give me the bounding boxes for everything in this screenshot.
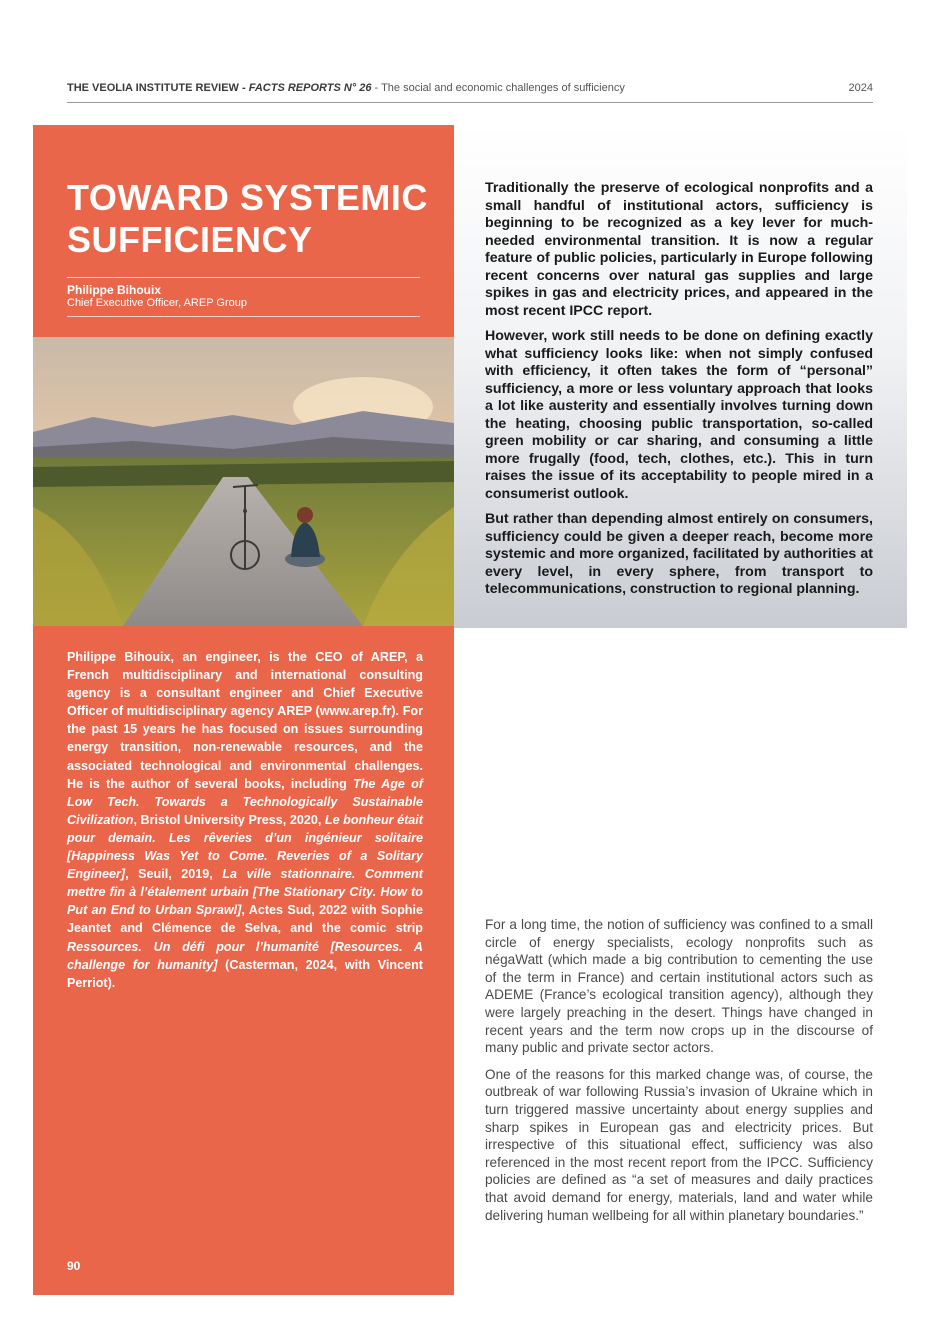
series-name: FACTS REPORTS N° 26 [248,82,372,94]
running-header [67,80,873,103]
bio-text: , Seuil, 2019, [125,867,223,882]
photo-countryside-road [33,337,454,626]
bio-book-title: La ville stationnaire. Comment mettre fin à l’étalement urbain [The Stationary City. How to Put an End to Urban Sprawl] [67,867,424,918]
page-number: 90 [67,1259,81,1273]
author-bio-block [33,626,454,1295]
author-divider-bottom [67,316,420,317]
author-role: Chief Executive Officer, AREP Group [67,297,247,309]
header-publication [67,82,625,94]
bio-text: Philippe Bihouix, an engineer, is the CEO of AREP, a French multidisciplinary and international consulting agency is a consultant engineer and Chief Executive Officer of multidisciplinary agency AREP (www.arep.fr). For the past 15 years he has focused on issues surrounding energy transition, non-renewable resources, and the associated technological and environmental challenges. He is the author of several books, including [67,650,423,791]
intro-paragraph: But rather than depending almost entirely on consumers, sufficiency could be given a deeper reach, become more systemic and more organized, facilitated by authorities at every level, in every sphere, from transport to telecommunications, construction to regional planning. [485,511,873,597]
intro-panel [454,125,907,628]
header-year: 2024 [848,82,873,94]
header-subtitle: - The social and economic challenges of sufficiency [371,82,625,94]
author-name: Philippe Bihouix [67,283,162,297]
publication-name: THE VEOLIA INSTITUTE REVIEW - [67,82,249,94]
bio-text: , Actes Sud, 2022 with Sophie Jeantet and Clémence de Selva, and the comic strip [67,903,423,936]
title-block [33,125,454,337]
bio-book-title: The Age of Low Tech. Towards a Technologically Sustainable Civilization [67,776,423,827]
author-divider-top [67,277,420,278]
article-title: TOWARD SYSTEMIC SUFFICIENCY [67,177,428,260]
bio-book-title: Ressources. Un défi pour l’humanité [Resources. A challenge for humanity] [67,939,423,972]
intro-paragraph: Traditionally the preserve of ecological nonprofits and a small handful of institutional actors, sufficiency is beginning to be recognized as a key lever for much-needed environmental transition. It is now a regular feature of public policies, particularly in Europe following recent concerns over natural gas supplies and large spikes in gas and electricity prices, and appeared in the most recent IPCC report. [485,180,873,319]
body-paragraph: One of the reasons for this marked change was, of course, the outbreak of war following Russia’s invasion of Ukraine which in turn triggered massive uncertainty about energy supplies and sharp spikes in European gas and electricity prices. But irrespective of this situational effect, sufficiency was also referenced in the most recent report from the IPCC. Sufficiency policies are defined as “a set of measures and daily practices that avoid demand for energy, materials, land and water while delivering human wellbeing for all within planetary boundaries.” [485,1066,873,1223]
body-paragraph: For a long time, the notion of sufficiency was confined to a small circle of energy specialists, ecology nonprofits such as négaWatt (which made a big contribution to cementing the use of the term in France) and certain institutional actors such as ADEME (France’s ecological transition agency), although they were largely preaching in the desert. Things have changed in recent years and the term now crops up in the discourse of many public and private sector actors. [485,917,873,1056]
author-bio [67,648,423,992]
intro-text [485,180,873,607]
bio-book-title: Le bonheur était pour demain. Les rêveries d’un ingénieur solitaire [Happiness Was Yet to Come. Reveries of a Solitary Engineer] [67,812,423,882]
body-text [485,916,873,1233]
bio-text: (Casterman, 2024, with Vincent Perriot). [67,957,423,990]
bio-text: , Bristol University Press, 2020, [133,812,325,827]
intro-paragraph: However, work still needs to be done on defining exactly what sufficiency looks like: when not simply confused with efficiency, it often takes the form of “personal” sufficiency, a more or less voluntary approach that looks a lot like austerity and essentially involves turning down the heating, choosing public transportation, so-called green mobility or car sharing, and consuming a little more frugally (food, tech, clothes, etc.). This in turn raises the issue of its acceptability to people mired in a consumerist outlook. [485,328,873,502]
